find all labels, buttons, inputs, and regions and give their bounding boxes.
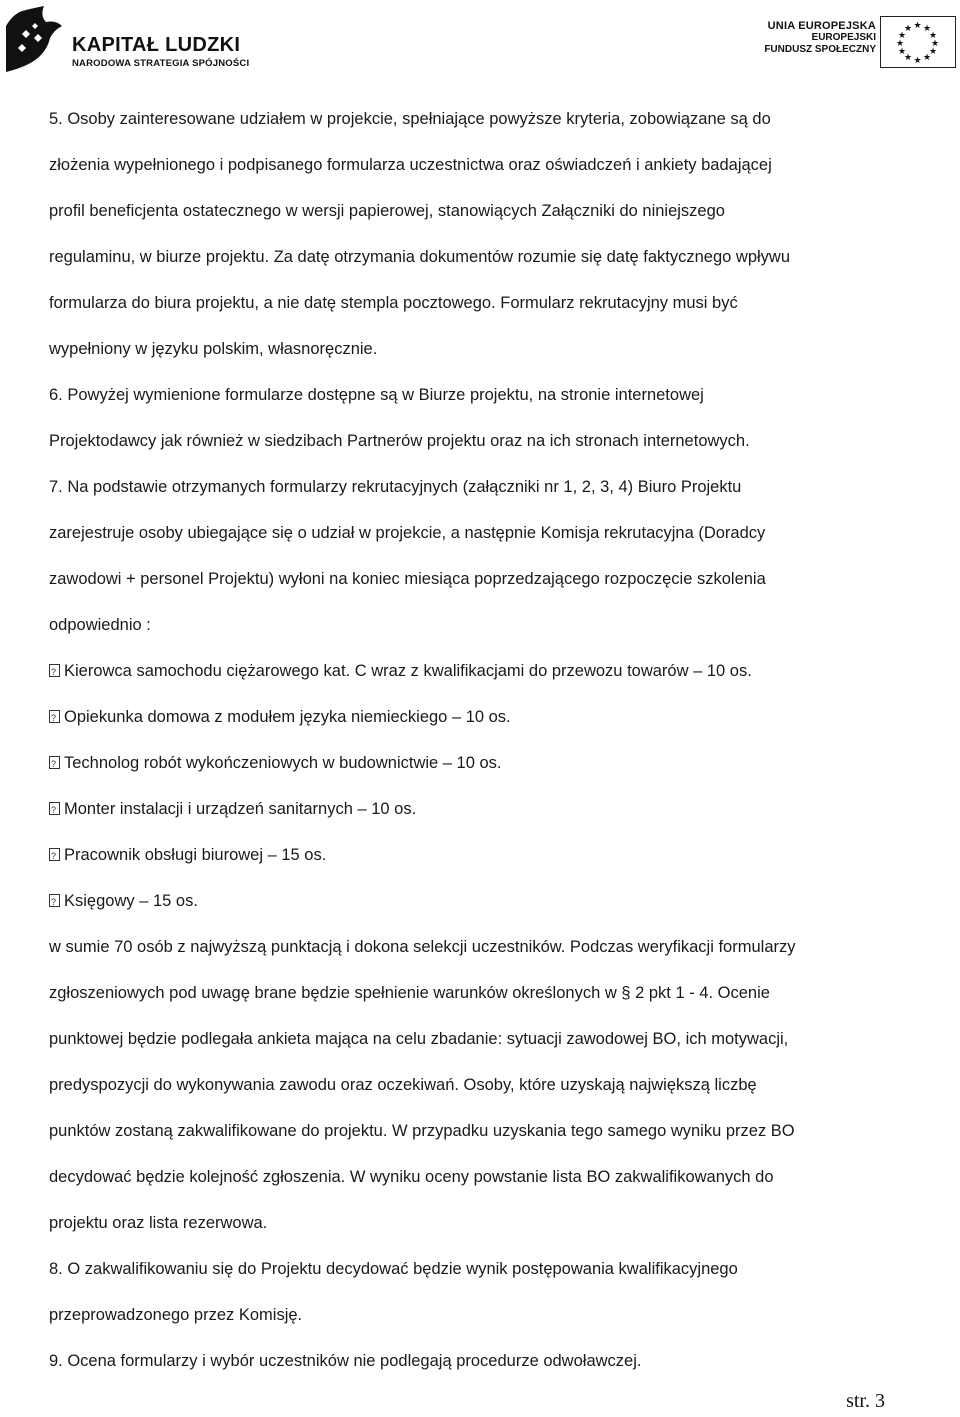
- svg-text:★: ★: [928, 47, 938, 57]
- text-line: wypełniony w języku polskim, własnoręcznie.: [49, 340, 378, 358]
- kapital-ludzki-emblem-icon: [4, 4, 66, 74]
- missing-glyph-bullet-icon: [49, 848, 60, 861]
- text-line: profil beneficjenta ostatecznego w wersji papierowej, stanowiących Załączniki do niniejszego: [49, 202, 725, 220]
- list-item: [49, 694, 909, 740]
- text-line: 6. Powyżej wymienione formularze dostępne są w Biurze projektu, na stronie internetowej: [49, 386, 704, 404]
- text-line: decydować będzie kolejność zgłoszenia. W wyniku oceny powstanie lista BO zakwalifikowanych do: [49, 1168, 774, 1186]
- missing-glyph-bullet-icon: [49, 894, 60, 907]
- page-header: [0, 0, 960, 80]
- eu-logo-text: [764, 20, 876, 56]
- text-line: zarejestruje osoby ubiegające się o udział w projekcie, a następnie Komisja rekrutacyjna (Doradcy: [49, 524, 766, 542]
- text-line: formularza do biura projektu, a nie datę stempla pocztowego. Formularz rekrutacyjny musi być: [49, 294, 738, 312]
- svg-text:★: ★: [913, 21, 922, 31]
- text-line: punktów zostaną zakwalifikowane do projektu. W przypadku uzyskania tego samego wyniku przez BO: [49, 1122, 795, 1140]
- svg-text:★: ★: [895, 39, 905, 49]
- page-number: str. 3: [846, 1390, 885, 1412]
- eu-logo: [756, 16, 956, 72]
- text-line: predyspozycji do wykonywania zawodu oraz oczekiwań. Osoby, które uzyskają największą liczbę: [49, 1076, 757, 1094]
- text-line: zawodowi + personel Projektu) wyłoni na koniec miesiąca poprzedzającego rozpoczęcie szkolenia: [49, 570, 766, 588]
- text-line: projektu oraz lista rezerwowa.: [49, 1214, 268, 1232]
- document-body: [49, 96, 909, 1384]
- list-item: [49, 832, 909, 878]
- text-line: odpowiednio :: [49, 616, 151, 634]
- text-line: przeprowadzonego przez Komisję.: [49, 1306, 303, 1324]
- svg-text:★: ★: [922, 53, 932, 63]
- list-item: [49, 786, 909, 832]
- text-line: 7. Na podstawie otrzymanych formularzy rekrutacyjnych (załączniki nr 1, 2, 3, 4) Biuro Projektu: [49, 478, 742, 496]
- text-line: Projektodawcy jak również w siedzibach Partnerów projektu oraz na ich stronach internetowych.: [49, 432, 750, 450]
- text-line: zgłoszeniowych pod uwagę brane będzie spełnienie warunków określonych w § 2 pkt 1 - 4. Ocenie: [49, 984, 770, 1002]
- list-item: [49, 648, 909, 694]
- missing-glyph-bullet-icon: [49, 802, 60, 815]
- missing-glyph-bullet-icon: [49, 756, 60, 769]
- eu-flag-icon: [880, 16, 956, 68]
- list-item-text: Opiekunka domowa z modułem języka niemieckiego – 10 os.: [64, 708, 511, 726]
- list-item: [49, 878, 909, 924]
- missing-glyph-bullet-icon: [49, 710, 60, 723]
- text-line: punktowej będzie podlegała ankieta mająca na celu zbadanie: sytuacji zawodowej BO, ich motywacji,: [49, 1030, 789, 1048]
- svg-text:★: ★: [928, 31, 938, 41]
- svg-text:★: ★: [930, 39, 940, 49]
- text-line: 5. Osoby zainteresowane udziałem w projekcie, spełniające powyższe kryteria, zobowiązane są do: [49, 110, 771, 128]
- kapital-ludzki-subtitle: NARODOWA STRATEGIA SPÓJNOŚCI: [72, 58, 250, 69]
- list-item-text: Kierowca samochodu ciężarowego kat. C wraz z kwalifikacjami do przewozu towarów – 10 os.: [64, 662, 752, 680]
- svg-text:★: ★: [913, 56, 922, 66]
- eu-logo-line3: FUNDUSZ SPOŁECZNY: [764, 44, 876, 55]
- text-line: regulaminu, w biurze projektu. Za datę otrzymania dokumentów rozumie się datę faktycznego wpływu: [49, 248, 791, 266]
- missing-glyph-bullet-icon: [49, 664, 60, 677]
- text-line: 9. Ocena formularzy i wybór uczestników nie podlegają procedurze odwoławczej.: [49, 1352, 642, 1370]
- list-item-text: Monter instalacji i urządzeń sanitarnych – 10 os.: [64, 800, 417, 818]
- list-item-text: Księgowy – 15 os.: [64, 892, 198, 910]
- eu-logo-line2: EUROPEJSKI: [811, 32, 876, 43]
- svg-text:★: ★: [922, 24, 932, 34]
- svg-text:★: ★: [903, 24, 913, 34]
- list-item-text: Pracownik obsługi biurowej – 15 os.: [64, 846, 327, 864]
- list-item-text: Technolog robót wykończeniowych w budownictwie – 10 os.: [64, 754, 502, 772]
- svg-text:★: ★: [903, 53, 913, 63]
- kapital-ludzki-title: KAPITAŁ LUDZKI: [72, 34, 241, 56]
- text-line: złożenia wypełnionego i podpisanego formularza uczestnictwa oraz oświadczeń i ankiety badającej: [49, 156, 772, 174]
- list-item: [49, 740, 909, 786]
- kapital-ludzki-logo: [4, 4, 254, 74]
- text-line: 8. O zakwalifikowaniu się do Projektu decydować będzie wynik postępowania kwalifikacyjnego: [49, 1260, 738, 1278]
- eu-logo-line1: UNIA EUROPEJSKA: [767, 20, 876, 32]
- text-line: w sumie 70 osób z najwyższą punktacją i dokona selekcji uczestników. Podczas weryfikacji formularzy: [49, 938, 796, 956]
- svg-text:★: ★: [897, 47, 907, 57]
- svg-text:★: ★: [897, 31, 907, 41]
